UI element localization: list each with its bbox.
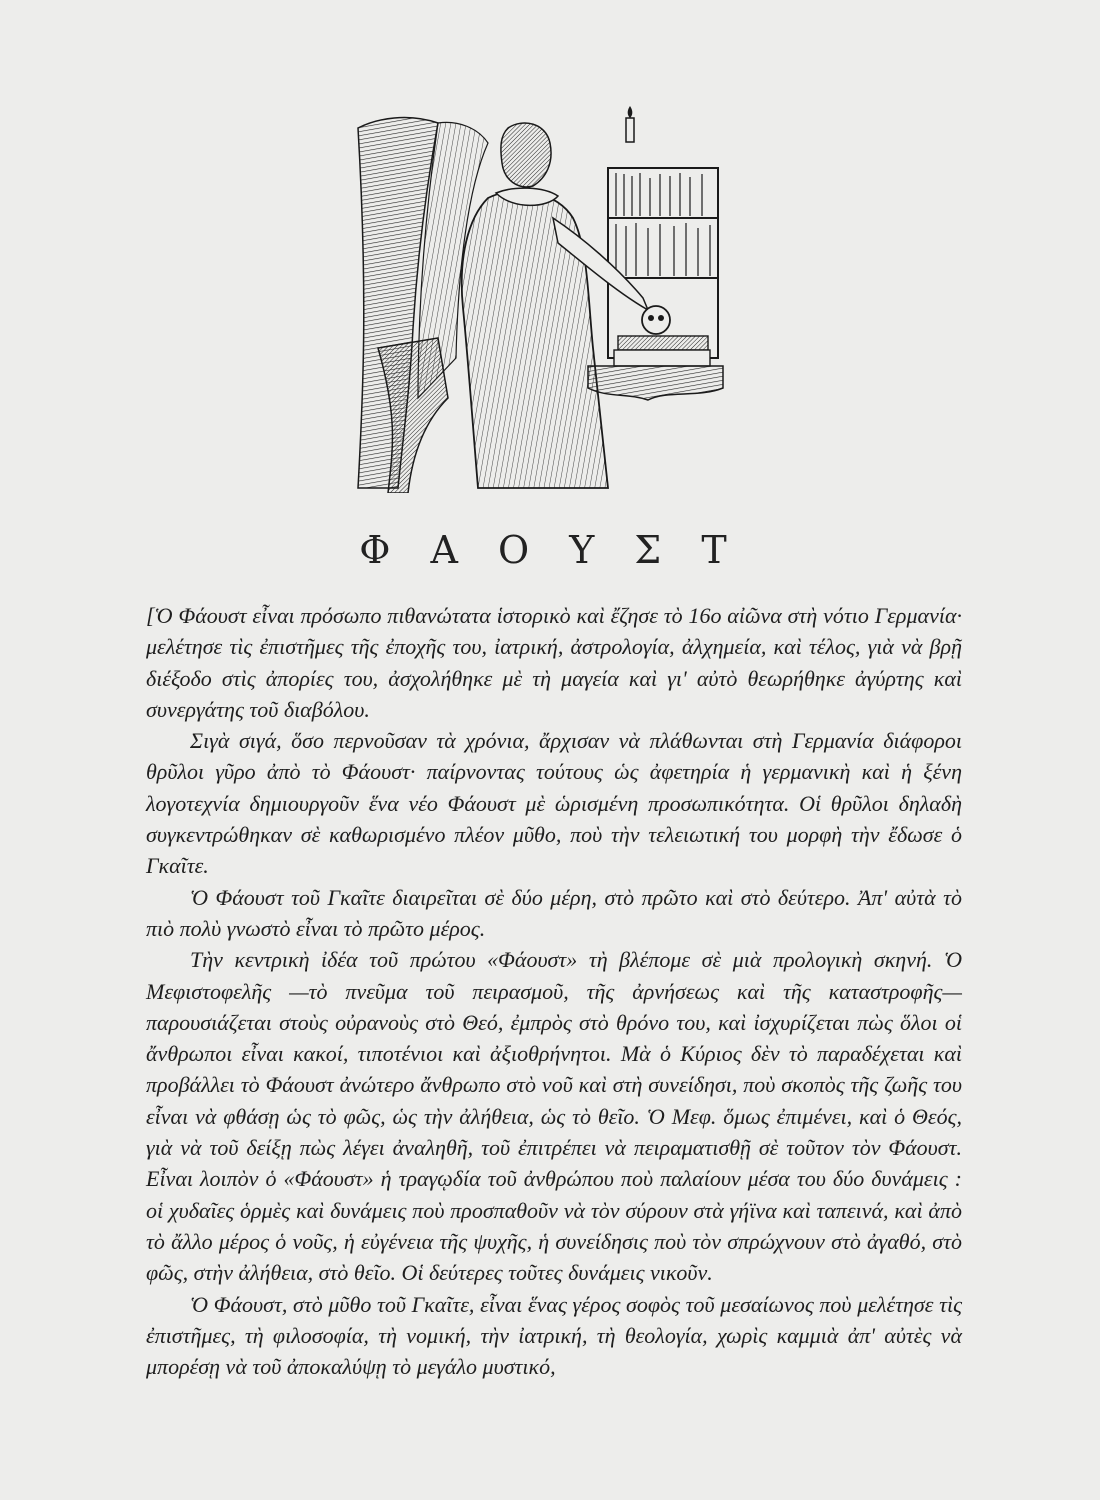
chapter-title: Φ Α Ο Υ Σ Τ (359, 528, 741, 572)
faust-study-illustration (318, 98, 728, 493)
paragraph-4: Τὴν κεντρικὴ ἰδέα τοῦ πρώτου «Φάουστ» τὴ βλέπομε σὲ μιὰ προλογικὴ σκηνή. Ὁ Μεφιστοφελῆς —τὸ πνεῦμα τοῦ πειρασμοῦ, τῆς ἀρνήσεως καὶ τῆς καταστροφῆς—παρουσιάζεται στοὺς οὐρανοὺς στὸ Θεό, ἐμπρὸς στὸ θρόνο του, καὶ ἰσχυρίζεται πὼς ὅλοι οἱ ἄνθρωποι εἶναι κακοί, τιποτένιοι καὶ ἀξιοθρήνητοι. Μὰ ὁ Κύριος δὲν τὸ παραδέχεται καὶ προβάλλει τὸ Φάουστ ἀνώτερο ἄνθρωπο στὸ νοῦ καὶ στὴ συνείδησι, ποὺ σκοπὸς τῆς ζωῆς του εἶναι νὰ φθάσῃ ὡς τὸ φῶς, ὡς τὴν ἀλήθεια, ὡς τὸ θεῖο. Ὁ Μεφ. ὅμως ἐπιμένει, καὶ ὁ Θεός, γιὰ νὰ τοῦ δείξῃ πὼς λέγει ἀναληθῆ, τοῦ ἐπιτρέπει νὰ πειραματισθῇ σὲ τοῦτον τὸν Φάουστ. Εἶναι λοιπὸν ὁ «Φάουστ» ἡ τραγῳδία τοῦ ἀνθρώπου ποὺ παλαίουν μέσα του δύο δυνάμεις : οἱ χυδαῖες ὁρμὲς καὶ δυνάμεις ποὺ προσπαθοῦν νὰ τὸν σύρουν στὰ γήϊνα καὶ ταπεινά, καὶ ἀπὸ τὸ ἄλλο μέρος ὁ νοῦς, ἡ εὐγένεια τῆς ψυχῆς, ἡ συνείδησις ποὺ τὸν σπρώχνουν στὸ ἀγαθό, στὸ φῶς, στὴν ἀλήθεια, στὸ θεῖο. Οἱ δεύτερες τοῦτες δυνάμεις νικοῦν. (146, 947, 962, 1286)
body-text (146, 600, 962, 1382)
paragraph-3: Ὁ Φάουστ τοῦ Γκαῖτε διαιρεῖται σὲ δύο μέρη, στὸ πρῶτο καὶ στὸ δεύτερο. Ἀπ' αὐτὰ τὸ πιὸ πολὺ γνωστὸ εἶναι τὸ πρῶτο μέρος. (146, 884, 962, 941)
paragraph-5: Ὁ Φάουστ, στὸ μῦθο τοῦ Γκαῖτε, εἶναι ἕνας γέρος σοφὸς τοῦ μεσαίωνος ποὺ μελέτησε τὶς ἐπιστῆμες, τὴ φιλοσοφία, τὴ νομική, τὴν ἰατρική, τὴ θεολογία, χωρὶς καμμιὰ ἀπ' αὐτὲς νὰ μπορέσῃ νὰ τοῦ ἀποκαλύψῃ τὸ μεγάλο μυστικό, (146, 1291, 962, 1380)
paragraph-2: Σιγὰ σιγά, ὅσο περνοῦσαν τὰ χρόνια, ἄρχισαν νὰ πλάθωνται στὴ Γερμανία διάφοροι θρῦλοι γῦρο ἀπὸ τὸ Φάουστ· παίρνοντας τούτους ὡς ἀφετηρία ἡ γερμανικὴ καὶ ἡ ξένη λογοτεχνία δημιουργοῦν ἕνα νέο Φάουστ μὲ ὡρισμένη προσωπικότητα. Οἱ θρῦλοι δηλαδὴ συγκεντρώθηκαν σὲ καθωρισμένο πλέον μῦθο, ποὺ τὴν τελειωτική του μορφὴ τὴν ἔδωσε ὁ Γκαῖτε. (146, 728, 962, 879)
paragraph-1: [Ὁ Φάουστ εἶναι πρόσωπο πιθανώτατα ἱστορικὸ καὶ ἔζησε τὸ 16ο αἰῶνα στὴ νότιο Γερμανία· μελέτησε τὶς ἐπιστῆμες τῆς ἐποχῆς του, ἰατρική, ἀστρολογία, ἀλχημεία, καὶ τέλος, γιὰ νὰ βρῇ διέξοδο στὶς ἀπορίες του, ἀσχολήθηκε μὲ τὴ μαγεία καὶ γι' αὐτὸ θεωρήθηκε ἀγύρτης καὶ συνεργάτης τοῦ διαβόλου. (146, 603, 962, 722)
